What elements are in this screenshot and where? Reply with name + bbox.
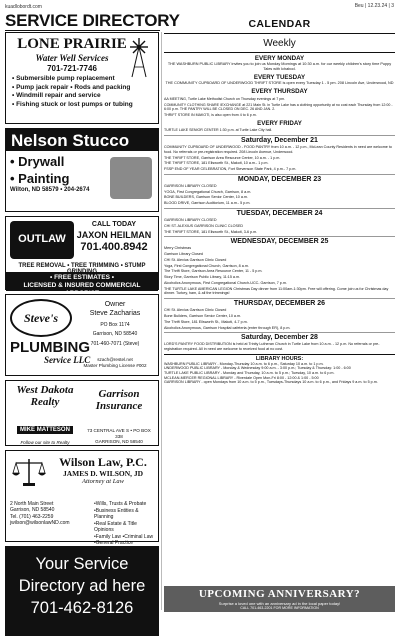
event-item: Garrison Library Closed xyxy=(164,252,203,257)
friday-heading: EVERY FRIDAY xyxy=(257,119,302,127)
ad-steves-plumbing[interactable] xyxy=(5,294,159,376)
steves-plumbing: PLUMBING xyxy=(10,339,90,356)
friday-text: TURTLE LAKE SENIOR CENTER 1:30 p.m. at Turtle Lake City hall. xyxy=(164,128,273,133)
outlaw-band xyxy=(6,272,158,297)
weekly-item-text: THE COMMUNITY CUPBOARD OF UNDERWOOD THRIFT STORE is open every Tuesday 1 - 5 pm. 208 Lincoln Ave, Underwood, ND xyxy=(165,81,394,85)
ad-west-dakota[interactable] xyxy=(5,380,159,446)
ad-wilson-law[interactable] xyxy=(5,450,159,546)
daily-events xyxy=(164,135,395,352)
library-heading: LIBRARY HOURS: xyxy=(255,355,304,362)
outlaw-licensed: LICENSED & INSURED COMMERCIAL ARBORIST xyxy=(23,282,141,297)
service-directory-column xyxy=(5,32,159,640)
library-line: UNDERWOOD PUBLIC LIBRARY - Monday & Wednesday 9:00 a.m. - 3:00 p.m.; Tuesday & Thursday: 1:00 - 6:00 xyxy=(164,366,351,371)
lp-subtitle: Water Well Services xyxy=(35,53,109,63)
ad-nelson-stucco[interactable] xyxy=(5,128,159,212)
outlaw-services: TREE REMOVAL • TREE TRIMMING • STUMP xyxy=(18,263,146,269)
thursday-line: THRIFT STORE IN MAKOTI, is also open from 4 to 6 p.m. xyxy=(164,113,257,118)
upcoming-title: UPCOMING ANNIVERSARY? xyxy=(198,588,361,600)
outlaw-logo: OUTLAW xyxy=(10,221,74,259)
calendar-title: CALENDAR xyxy=(248,18,311,30)
wilson-title: Attorney at Law xyxy=(82,478,124,485)
ad-your-service[interactable] xyxy=(5,546,159,636)
bucket-icon xyxy=(110,157,152,199)
library-line: TURTLE LAKE PUBLIC LIBRARY - Monday and Thursday, 10 a.m. to 5 p.m.; Tuesday, 10 a.m. to 6 p.m. xyxy=(164,370,335,375)
wd-left-title: West Dakota Realty xyxy=(16,384,74,408)
outlaw-phone: 701.400.8942 xyxy=(80,241,148,253)
steves-service: Service LLC xyxy=(44,355,91,365)
upcoming-line2: CALL 701-463-2201 FOR MORE INFORMATION xyxy=(240,606,319,610)
event-item: The Thrift Store, Garrison Area Resource Center, 11 - 5 p.m. xyxy=(164,269,263,274)
day-heading: THURSDAY, DECEMBER 26 xyxy=(164,298,395,307)
library-line: GARRISON LIBRARY - open Mondays from 10 a.m. to 5 p.m., Tuesdays-Thursdays 10 a.m. to 6 p.m., and Fridays 9 a.m. to 5 p.m. xyxy=(164,380,378,385)
upcoming-anniversary-banner[interactable] xyxy=(164,586,395,612)
event-item: LORD'S PANTRY FOOD DISTRIBUTION is held at Trinity Lutheran Church in Turtle Lake from 10 a.m. - 12 p.m. No referrals or pre-registration required. All in need are welcome to received food at no cost. xyxy=(164,342,380,351)
lp-name: LONE PRAIRIE xyxy=(17,36,127,52)
outlaw-call-block xyxy=(74,221,154,253)
steves-owner-block xyxy=(76,301,154,349)
outlaw-person: JAXON HEILMAN xyxy=(76,230,152,240)
issue-date: 12.23.24 xyxy=(367,3,388,9)
event-item: CHI St. Alexius Garrison Clinic Closed xyxy=(164,308,227,313)
event-item: The Thrift Store, 181 Ellsworth St., Makoti, 4-7 p.m. xyxy=(164,319,248,324)
site-url: kuadlobordt.com xyxy=(5,4,42,10)
lp-service-item: • Windmill repair and service xyxy=(12,92,101,99)
library-line: MCLEAN-MERCER REGIONAL LIBRARY - Riverdale Open Mon-Fri 8:00 - 12:00 & 1:00 - 5:00 xyxy=(164,375,319,380)
wilson-service: •Wills, Trusts & Probate xyxy=(94,501,147,507)
steves-logo: Steve's xyxy=(10,299,72,337)
wd-agent: MIKE MATTESON xyxy=(17,426,73,434)
steves-owner: Steve Zacharias xyxy=(89,309,141,317)
event-item: Alcoholics Anonymous, First Congregational Church-UCC- Garrison, 7 p.m. xyxy=(164,281,287,286)
lp-service-item: • Fishing stuck or lost pumps or tubing xyxy=(12,100,133,108)
wilson-person: JAMES D. WILSON, JD xyxy=(62,469,144,478)
wilson-address-line: Tel. (701) 463-2259 xyxy=(10,513,54,520)
wilson-service: •General Practice xyxy=(94,540,133,546)
column-divider xyxy=(161,32,162,610)
service-directory-title: SERVICE DIRECTORY xyxy=(5,11,180,30)
steves-contact xyxy=(76,357,154,369)
wilson-address xyxy=(10,501,70,526)
event-item: FSSP END OF YEAR CELEBRATION, Fort Stevenson State Park, 4 p.m.- 7 p.m. xyxy=(164,167,297,172)
lp-services xyxy=(12,75,133,109)
event-item: BLOOD DRIVE, Garrison Auditorium, 11 a.m.- 5 p.m. xyxy=(164,201,251,206)
event-item: BONE BUILDERS, Garrison Senior Center, 10 a.m. xyxy=(164,195,249,200)
event-item: THE THRIFT STORE, 181 Ellsworth St., Makoti, 10 a.m.- 1 p.m. xyxy=(164,161,269,166)
weekly-item-heading: EVERY MONDAY xyxy=(254,55,305,62)
event-item: THE TURTLE LAKE AMERICAN LEGION Christmas Day dinner from 11:00am-1:30pm. Free will offering. Come join us for Christmas day dinner. Turkey, ham, & all the trimmings! xyxy=(164,286,389,296)
ns-name: Nelson Stucco xyxy=(6,129,158,151)
event-item: Merry Christmas xyxy=(164,246,192,251)
weekly-item-heading: EVERY THURSDAY xyxy=(251,88,308,95)
wilson-services xyxy=(94,501,156,547)
event-item: Alcoholics Anonymous, Garrison Hospital cafeteria (enter through ER), 8 p.m. xyxy=(164,325,291,330)
ns-footer: Wilton, ND 58579 • 204-2674 xyxy=(10,187,90,193)
day-heading: MONDAY, DECEMBER 23 xyxy=(164,174,395,183)
day-heading: TUESDAY, DECEMBER 24 xyxy=(164,208,395,217)
thursday-line: COMMUNITY CLOTHING SHARE /EXCHANGE at 221 Main St. in Turtle Lake has a clothing opportunity at no cost each Thursday from 12:00 - 6:00 p.m. THE PANTRY WILL BE CLOSED ON DEC. 26 AND JAN. 2. xyxy=(164,102,393,112)
wilson-service: •Business Entities & Planning xyxy=(94,507,139,520)
weekly-rule xyxy=(164,52,395,53)
weekly-heading: Weekly xyxy=(263,38,296,49)
event-item: YOGA, First Congregational Church, Garrison, 8 a.m. xyxy=(164,189,252,194)
wd-follow: Follow our site to Realty xyxy=(20,440,70,445)
weekly-item-heading: EVERY TUESDAY xyxy=(253,74,306,81)
lp-phone: 701-721-7746 xyxy=(47,64,97,73)
steves-license: Master Plumbing License #002 xyxy=(83,363,147,368)
calendar-rule xyxy=(164,33,395,34)
day-heading: Saturday, December 28 xyxy=(164,332,395,341)
issue-label: Beu xyxy=(354,3,364,9)
event-item: THE THRIFT STORE, 181 Ellsworth St., Makoti, 3-6 p.m. xyxy=(164,229,258,234)
upcoming-line1: Surprise a loved one with an anniversary ad in the local paper today! xyxy=(218,601,341,606)
day-heading: Saturday, December 21 xyxy=(164,135,395,144)
outlaw-estimates: • FREE ESTIMATES • xyxy=(49,274,115,281)
wilson-service: •Real Estate & Title Opinions xyxy=(94,520,137,533)
wd-right-title: Garrison Insurance xyxy=(95,388,143,412)
weekly-item-text: THE WASHBURN PUBLIC LIBRARY invites you to join us Monday Mornings at 10:30 a.m. for our weekly children's story time Puppy Tales with Ichabod. xyxy=(167,62,392,71)
steves-box: PO Box 1174 xyxy=(100,322,130,328)
wilson-name: Wilson Law, P.C. xyxy=(59,455,147,469)
event-item: Yoga, First Congregational Church, Garrison, 8 a.m. xyxy=(164,263,249,268)
title-rule xyxy=(5,30,160,31)
your-ad-line1: Your Service xyxy=(35,555,129,573)
page-header-info: Beu | 12.23.24 | 3 xyxy=(354,3,394,9)
day-heading: WEDNESDAY, DECEMBER 25 xyxy=(164,236,395,245)
garrison-insurance xyxy=(83,384,155,444)
wilson-service: •Family Law •Criminal Law xyxy=(94,533,154,540)
event-item: GARRISON LIBRARY CLOSED xyxy=(164,183,217,188)
west-dakota-realty xyxy=(9,384,81,444)
library-hours xyxy=(164,354,395,386)
lp-service-item: • Pump jack repair • Rods and packing xyxy=(12,83,131,91)
wilson-address-line: Garrison, ND 58540 xyxy=(10,507,55,514)
ad-lone-prairie[interactable] xyxy=(5,32,159,124)
event-item: Bone Builders, Garrison Senior Center, 10 a.m. xyxy=(164,313,242,318)
ad-outlaw-tree[interactable] xyxy=(5,216,159,297)
your-ad-line2: Directory ad here xyxy=(18,577,146,595)
page-number: 3 xyxy=(391,3,394,9)
outlaw-call: CALL TODAY xyxy=(91,221,137,228)
lp-service-item: • Submersible pump replacement xyxy=(12,75,115,82)
wd-city: GARRISON, ND 58540 xyxy=(95,439,143,445)
event-item: CHI St. Alexius Garrison Clinic Closed xyxy=(164,257,227,262)
event-item: COMMUNITY CUPBOARD OF UNDERWOOD - FOOD PANTRY from 10 a.m. - 12 p.m., McLean County Residents in need are welcome to food. No referrals or pre-registration required. 208 Lincoln Avenue, Underwood. xyxy=(164,145,392,154)
wilson-email[interactable]: jwilson@wilsonlawND.com xyxy=(10,519,70,526)
windmill-icon xyxy=(126,37,152,77)
library-line: WASHBURN PUBLIC LIBRARY - Monday-Thursday 10 a.m. to 6 p.m., Saturday 10 a.m. to 1 p.m. xyxy=(164,361,324,366)
event-item: CHI ST. ALEXIUS GARRISON CLINIC CLOSED xyxy=(164,223,244,228)
calendar-column xyxy=(164,14,395,385)
wilson-address-line: 2 North Main Street xyxy=(10,501,54,507)
steves-city: Garrison, ND 58540 xyxy=(92,330,138,337)
your-ad-phone: 701-462-8126 xyxy=(30,599,134,617)
thursday-line: AA MEETING, Turtle Lake Methodist Church on Thursday evenings at 7 pm. xyxy=(164,96,286,101)
wd-address: 73 CENTRAL AVE S • PO BOX 338 xyxy=(87,428,151,439)
ns-item: • Painting xyxy=(10,171,70,186)
ns-item: • Drywall xyxy=(10,154,65,169)
steves-owner-label: Owner xyxy=(104,301,126,308)
event-item: GARRISON LIBRARY CLOSED xyxy=(164,218,217,222)
scales-icon xyxy=(12,457,46,487)
event-item: THE THRIFT STORE, Garrison Area Resource Center, 10 a.m. - 1 p.m. xyxy=(164,155,281,160)
steves-phone: 701-460-7071 (Steve) xyxy=(90,341,140,347)
event-item: Story Time, Garrison Public Library, 11:15 a.m. xyxy=(164,275,241,280)
steves-email[interactable]: szach@restel.net xyxy=(97,357,133,362)
